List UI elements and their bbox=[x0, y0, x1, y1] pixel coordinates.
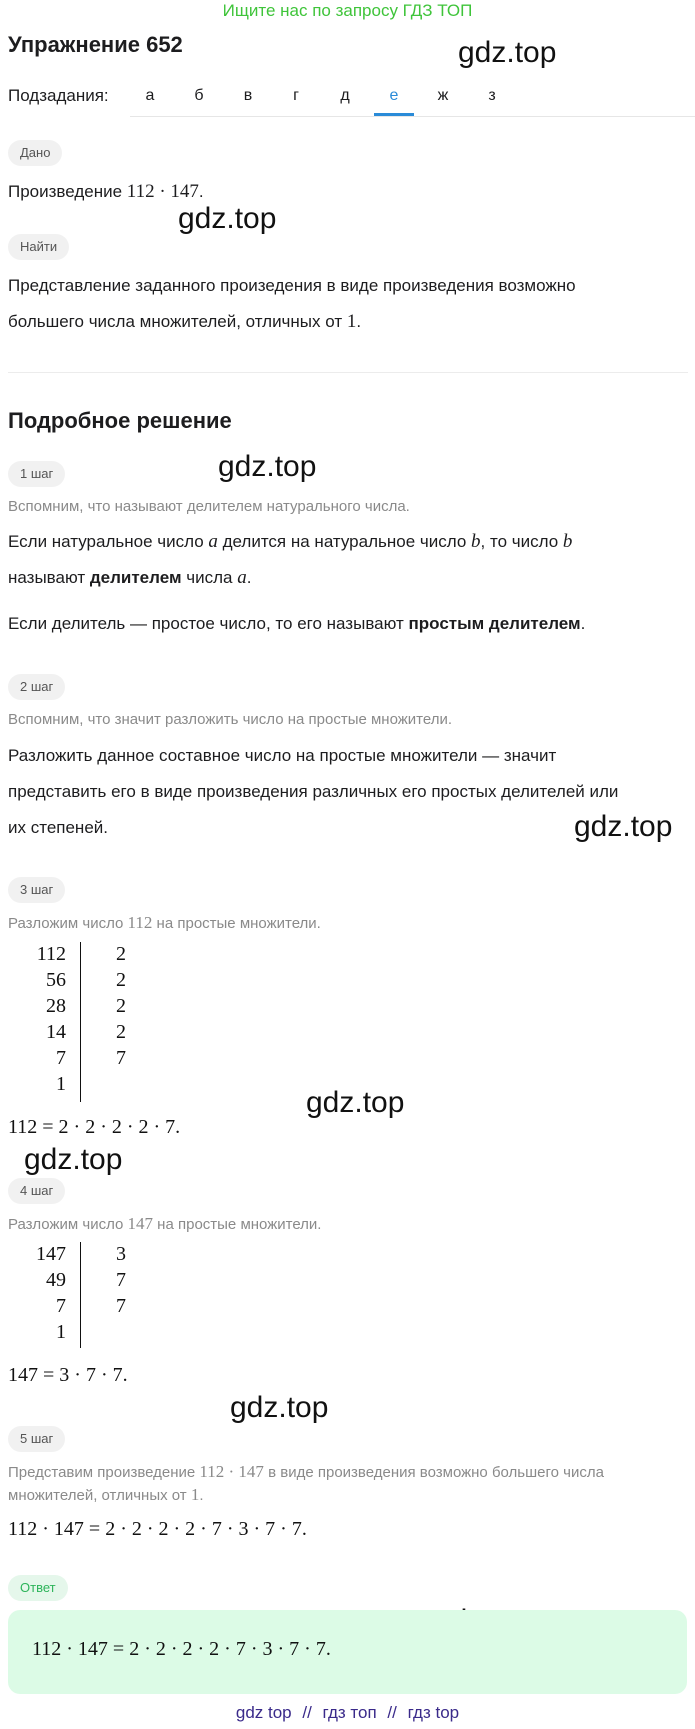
prime-factor: 2 bbox=[116, 1021, 126, 1043]
page-title: Упражнение 652 bbox=[8, 32, 183, 57]
prime-factor: 7 bbox=[116, 1269, 126, 1291]
step-1-text: называют bbox=[8, 568, 90, 587]
step-5-hint-text: в виде произведения возможно большего числа bbox=[263, 1464, 604, 1481]
step-1-text: Если натуральное число bbox=[8, 532, 209, 551]
answer-value: 112 · 147 = 2 · 2 · 2 · 2 · 7 · 3 · 7 · 7. bbox=[32, 1638, 331, 1660]
step-1-text: Если делитель — простое число, то его называют bbox=[8, 614, 409, 633]
given-math: 112 · 147 bbox=[126, 181, 199, 202]
subtask-tab-d[interactable]: д bbox=[340, 87, 350, 104]
find-badge-wrap bbox=[8, 234, 69, 260]
step-badge: 5 шаг bbox=[8, 1426, 65, 1452]
step-1-text: числа bbox=[181, 568, 238, 587]
step-5-hint-line-1 bbox=[8, 1461, 604, 1484]
subtasks-label: Подзадания: bbox=[8, 86, 109, 105]
step-3-hint-text: на простые множители. bbox=[152, 915, 321, 932]
var-b: b bbox=[562, 531, 573, 552]
find-line-2-prefix: большего числа множителей, отличных от bbox=[8, 312, 347, 331]
watermark: gdz.top bbox=[24, 1143, 123, 1176]
term-prime-divisor: простым делителем bbox=[408, 614, 581, 633]
step-badge: 4 шаг bbox=[8, 1178, 65, 1204]
subtask-tab-v[interactable]: в bbox=[243, 87, 253, 104]
step-4-hint-math: 147 bbox=[127, 1214, 154, 1233]
step-3-hint-text: Разложим число bbox=[8, 915, 128, 932]
var-b: b bbox=[471, 531, 481, 552]
step-2-line-1: Разложить данное составное число на простые множители — значит bbox=[8, 746, 557, 765]
dividend: 7 bbox=[56, 1047, 66, 1069]
step-5-badge-wrap bbox=[8, 1426, 65, 1452]
footer-separator: // bbox=[387, 1703, 397, 1722]
watermark: gdz.top bbox=[574, 810, 673, 843]
dividend: 147 bbox=[36, 1243, 66, 1265]
step-5-result: 112 · 147 = 2 · 2 · 2 · 2 · 7 · 3 · 7 · 7. bbox=[8, 1518, 307, 1540]
var-a: a bbox=[208, 531, 218, 552]
given-text bbox=[8, 180, 204, 204]
step-5-hint-math: 112 · 147 bbox=[199, 1462, 264, 1481]
term-divisor: делителем bbox=[89, 568, 182, 587]
var-a: a bbox=[237, 567, 247, 588]
watermark: gdz.top bbox=[230, 1391, 329, 1424]
find-math: 1 bbox=[346, 311, 357, 332]
section-divider bbox=[8, 372, 688, 373]
step-badge: 2 шаг bbox=[8, 674, 65, 700]
factorization-divider bbox=[80, 1242, 81, 1348]
watermark: gdz.top bbox=[306, 1086, 405, 1119]
step-5-hint-math: 1 bbox=[190, 1485, 200, 1504]
subtask-tab-g[interactable]: г bbox=[293, 87, 299, 104]
subtasks-tabs bbox=[130, 78, 695, 117]
step-1-badge-wrap bbox=[8, 461, 65, 487]
footer-link-gdz-top[interactable]: gdz top bbox=[235, 1703, 292, 1722]
dividend: 56 bbox=[46, 969, 66, 991]
footer-link-gdz-top-mixed[interactable]: гдз top bbox=[407, 1703, 460, 1722]
find-badge: Найти bbox=[8, 234, 69, 260]
prime-factor: 2 bbox=[116, 943, 126, 965]
given-text-prefix: Произведение bbox=[8, 182, 127, 201]
footer-separator: // bbox=[302, 1703, 312, 1722]
find-line-2 bbox=[8, 310, 361, 334]
promo-banner: Ищите нас по запросу ГДЗ ТОП bbox=[222, 1, 473, 20]
step-3-result: 112 = 2 · 2 · 2 · 2 · 7. bbox=[8, 1116, 181, 1138]
watermark: gdz.top bbox=[458, 36, 557, 69]
answer-badge-wrap bbox=[8, 1575, 68, 1601]
step-4-result: 147 = 3 · 7 · 7. bbox=[8, 1364, 128, 1386]
prime-factor: 2 bbox=[116, 995, 126, 1017]
dividend: 14 bbox=[46, 1021, 66, 1043]
step-1-line-1 bbox=[8, 530, 572, 554]
step-3-badge-wrap bbox=[8, 877, 65, 903]
given-badge: Дано bbox=[8, 140, 62, 166]
prime-factor: 2 bbox=[116, 969, 126, 991]
dividend: 112 bbox=[36, 943, 66, 965]
step-5-hint-text: множителей, отличных от bbox=[8, 1487, 191, 1504]
step-1-line-2 bbox=[8, 566, 251, 590]
step-4-hint-text: на простые множители. bbox=[153, 1216, 322, 1233]
step-2-line-3: их степеней. bbox=[8, 818, 108, 837]
footer-links bbox=[0, 1703, 695, 1723]
given-text-suffix: . bbox=[198, 182, 204, 201]
subtask-tab-z[interactable]: з bbox=[488, 87, 496, 104]
prime-factor: 3 bbox=[116, 1243, 126, 1265]
dividend: 7 bbox=[56, 1295, 66, 1317]
step-1-text: , то число bbox=[480, 532, 563, 551]
factorization-table-112 bbox=[0, 943, 200, 1099]
prime-factor: 7 bbox=[116, 1295, 126, 1317]
footer-link-gdz-top-ru[interactable]: гдз топ bbox=[322, 1703, 377, 1722]
subtask-tab-zh[interactable]: ж bbox=[437, 87, 449, 104]
step-3-hint-math: 112 bbox=[127, 913, 153, 932]
dividend: 1 bbox=[56, 1073, 66, 1095]
step-badge: 3 шаг bbox=[8, 877, 65, 903]
step-1-text: . bbox=[246, 568, 252, 587]
factorization-divider bbox=[80, 942, 81, 1102]
watermark: gdz.top bbox=[218, 450, 317, 483]
step-4-badge-wrap bbox=[8, 1178, 65, 1204]
step-3-hint bbox=[8, 912, 321, 935]
watermark: gdz.top bbox=[178, 202, 277, 235]
step-5-hint-line-2 bbox=[8, 1484, 204, 1507]
dividend: 1 bbox=[56, 1321, 66, 1343]
subtask-tab-b[interactable]: б bbox=[194, 87, 204, 104]
step-1-hint: Вспомним, что называют делителем натурального числа. bbox=[8, 498, 410, 515]
step-5-hint-text: . bbox=[199, 1487, 204, 1504]
step-badge: 1 шаг bbox=[8, 461, 65, 487]
step-2-line-2: представить его в виде произведения различных его простых делителей или bbox=[8, 782, 619, 801]
step-1-line-3 bbox=[8, 612, 585, 636]
step-5-hint-text: Представим произведение bbox=[8, 1464, 200, 1481]
answer-badge: Ответ bbox=[8, 1575, 68, 1601]
step-2-badge-wrap bbox=[8, 674, 65, 700]
dividend: 28 bbox=[46, 995, 66, 1017]
prime-factor: 7 bbox=[116, 1047, 126, 1069]
subtask-tab-a[interactable]: а bbox=[145, 87, 155, 104]
step-1-text: делится на натуральное число bbox=[217, 532, 472, 551]
find-line-1: Представление заданного произедения в виде произведения возможно bbox=[8, 276, 576, 295]
step-1-text: . bbox=[580, 614, 586, 633]
step-2-hint: Вспомним, что значит разложить число на простые множители. bbox=[8, 711, 453, 728]
factorization-table-147 bbox=[0, 1243, 200, 1347]
subtask-tab-e[interactable]: е bbox=[374, 78, 414, 116]
step-4-hint-text: Разложим число bbox=[8, 1216, 128, 1233]
solution-title: Подробное решение bbox=[8, 408, 232, 433]
step-4-hint bbox=[8, 1213, 321, 1236]
given-badge-wrap bbox=[8, 140, 62, 166]
find-line-2-suffix: . bbox=[356, 312, 362, 331]
dividend: 49 bbox=[46, 1269, 66, 1291]
